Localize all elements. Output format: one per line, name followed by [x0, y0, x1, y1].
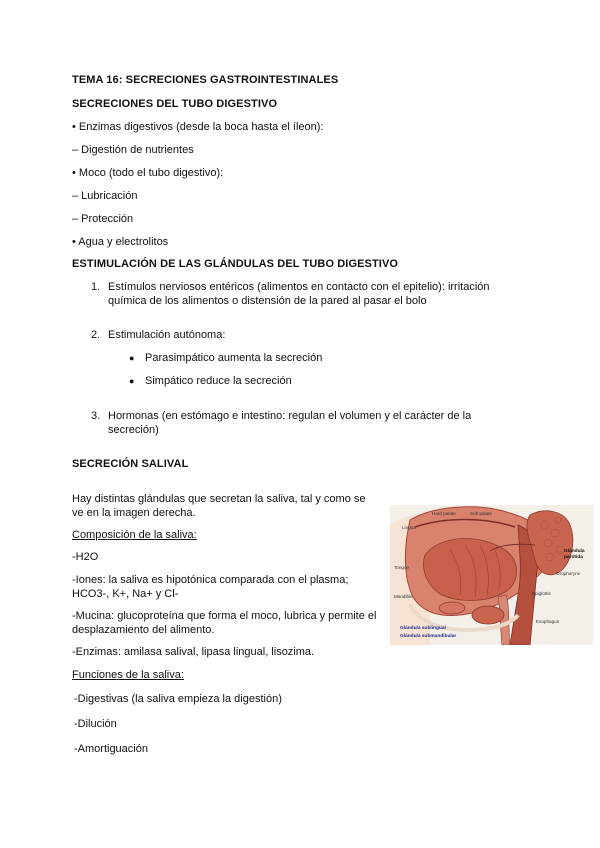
paragraph-line: -H2O [72, 551, 99, 563]
paragraph-line: Hay distintas glándulas que secretan la saliva, tal y como se [72, 493, 366, 505]
list-number: 3. [91, 410, 101, 422]
section-heading-estimulacion: ESTIMULACIÓN DE LAS GLÁNDULAS DEL TUBO DIGESTIVO [72, 258, 399, 270]
salivary-glands-figure [390, 505, 593, 645]
paragraph-line: ve en la imagen derecha. [72, 507, 196, 519]
list-item-text: Hormonas (en estómago e intestino: regulan el volumen y el carácter de la [108, 410, 472, 422]
list-item: – Lubricación [72, 190, 138, 202]
sub-list-item: Simpático reduce la secreción [145, 375, 292, 387]
list-item-text: secreción) [108, 424, 159, 436]
paragraph-line: -Digestivas (la saliva empieza la digestión) [74, 693, 282, 705]
label-soft-palate: Soft palate [470, 511, 492, 516]
label-mandible: Mandible [394, 594, 413, 599]
paragraph-line: -Amortiguación [74, 743, 148, 755]
bullet-icon: ● [129, 353, 135, 363]
section-heading-tubo: SECRECIONES DEL TUBO DIGESTIVO [72, 98, 278, 110]
label-lingual: Lingua [402, 525, 416, 530]
paragraph-line: -Mucina: glucoproteína que forma el moco, lubrica y permite el [72, 610, 377, 622]
list-item-text: Estímulos nerviosos entéricos (alimentos en contacto con el epitelio): irritación [108, 281, 490, 293]
list-item-text: química de los alimentos o distensión de la pared al pasar el bolo [108, 295, 427, 307]
paragraph-line: -Enzimas: amilasa salival, lipasa lingual, lisozima. [72, 646, 315, 658]
list-item: • Enzimas digestivos (desde la boca hasta el íleon): [72, 121, 324, 133]
page-title: TEMA 16: SECRECIONES GASTROINTESTINALES [72, 74, 339, 86]
list-item: – Digestión de nutrientes [72, 144, 194, 156]
list-number: 2. [91, 329, 101, 341]
list-item: – Protección [72, 213, 134, 225]
list-number: 1. [91, 281, 101, 293]
paragraph-line: -Dilución [74, 718, 117, 730]
paragraph-line: desplazamiento del alimento. [72, 624, 215, 636]
subheading-composicion: Composición de la saliva: [72, 529, 197, 541]
label-hard-palate: Hard palate [432, 511, 456, 516]
list-item: • Agua y electrolitos [72, 236, 169, 248]
label-epiglottis: Epiglottis [532, 591, 551, 596]
label-glandula-sublingual: Glándula sublingual [400, 626, 446, 631]
salivary-glands-illustration [390, 505, 593, 645]
label-oropharynx: Oropharynx [556, 571, 581, 576]
subheading-funciones: Funciones de la saliva: [72, 669, 184, 681]
list-item-text: Estimulación autónoma: [108, 329, 226, 341]
label-tongue: Tongue [394, 565, 410, 570]
paragraph-line: -Iones: la saliva es hipotónica comparada con el plasma; [72, 574, 349, 586]
label-glandula-parotida-2: parótida [564, 555, 583, 560]
label-glandula-submandibular: Glándula submandibular [400, 634, 457, 639]
bullet-icon: ● [129, 376, 135, 386]
list-item: • Moco (todo el tubo digestivo): [72, 167, 224, 179]
sub-list-item: Parasimpático aumenta la secreción [145, 352, 323, 364]
section-heading-salival: SECRECIÓN SALIVAL [72, 458, 189, 470]
paragraph-line: HCO3-, K+, Na+ y Cl- [72, 588, 179, 600]
label-glandula-parotida-1: Glándula [564, 549, 585, 554]
label-esophagus: Esophagus [536, 619, 559, 624]
